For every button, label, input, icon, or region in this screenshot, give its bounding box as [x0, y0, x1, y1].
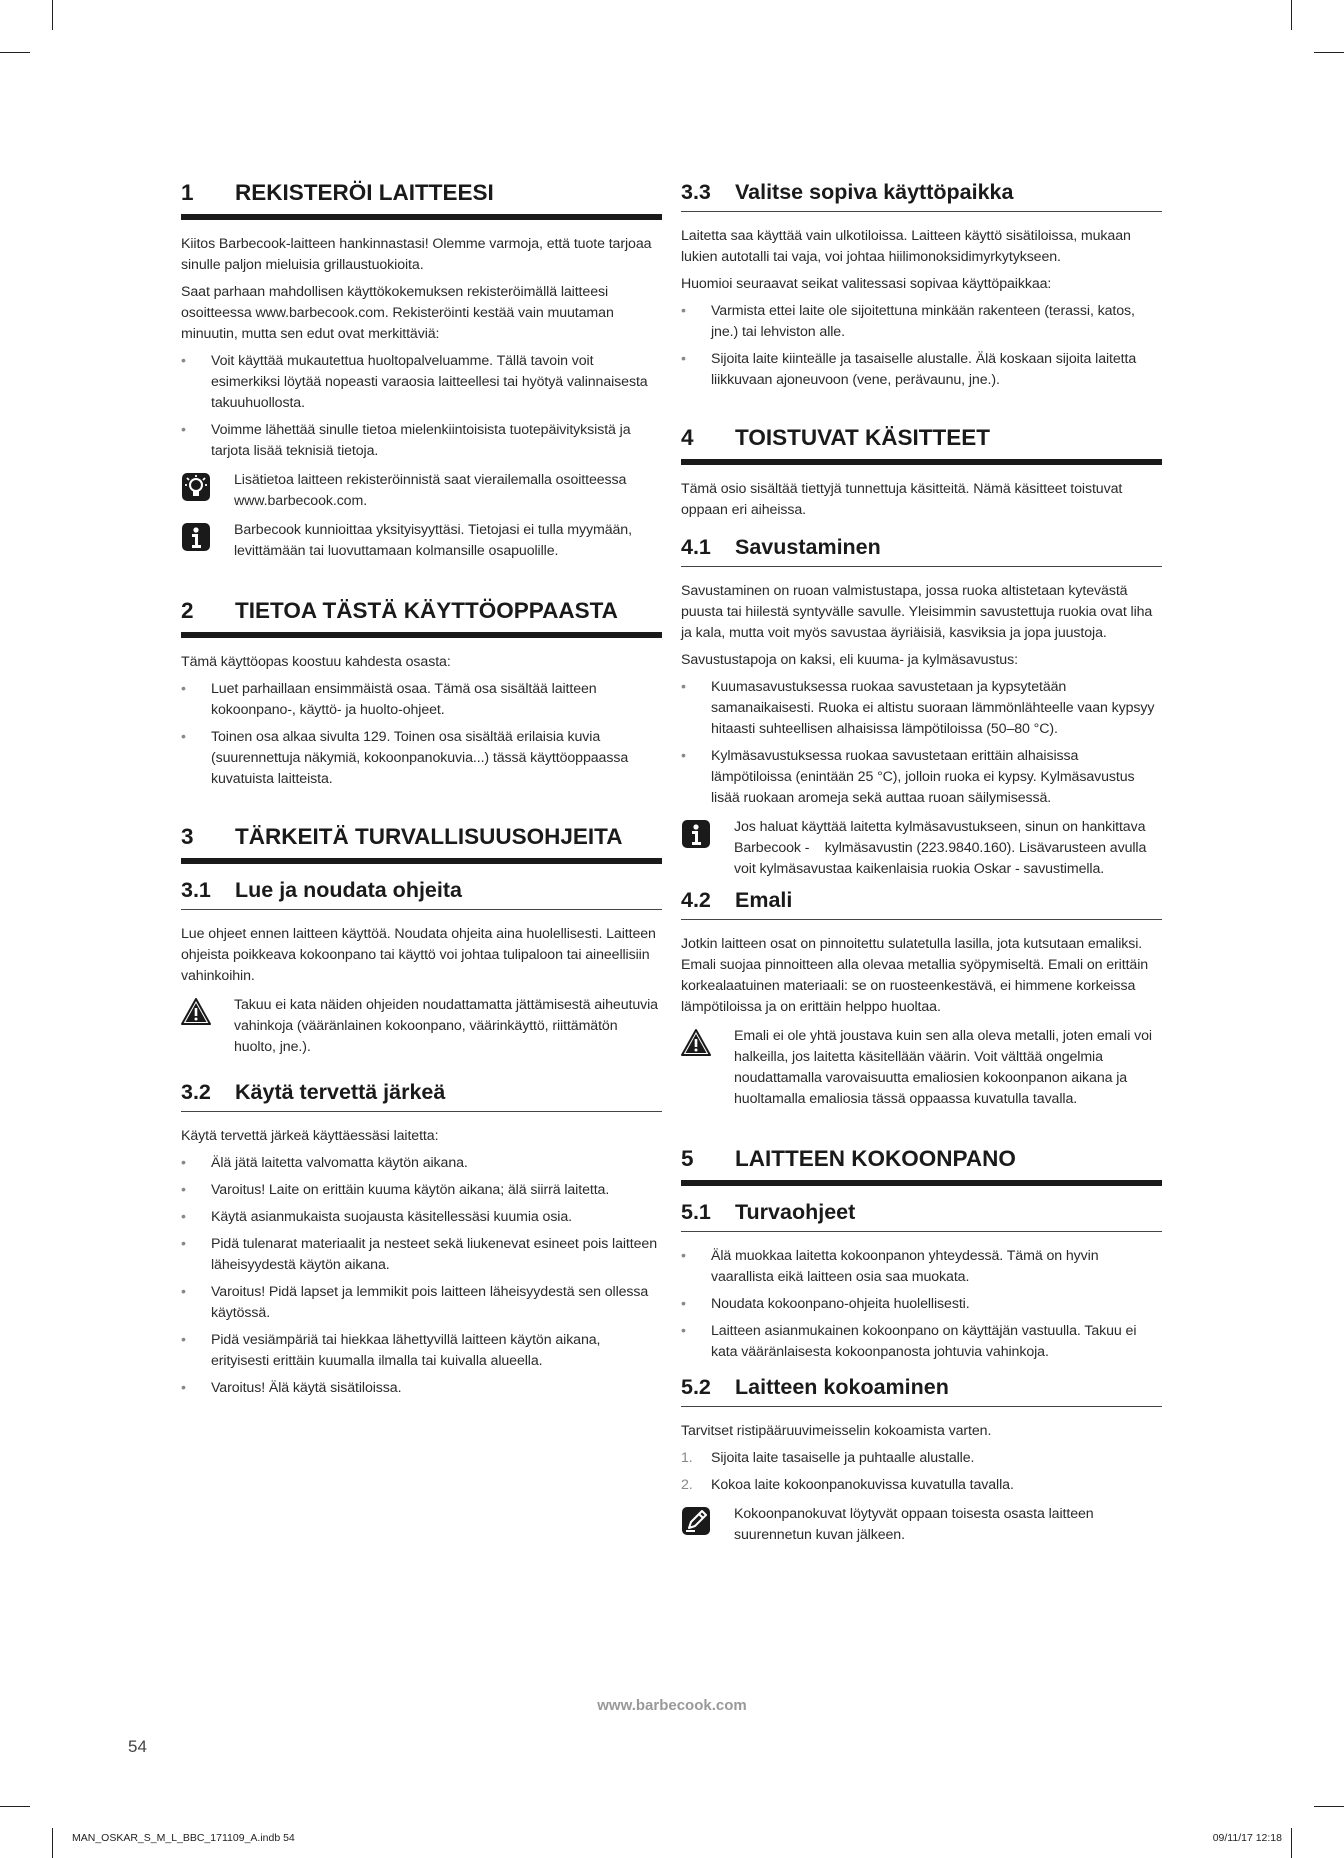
lightbulb-icon: [181, 472, 211, 502]
paragraph: Käytä tervettä järkeä käyttäessäsi laitetta:: [181, 1128, 439, 1144]
page-number: 54: [128, 1737, 147, 1756]
note-text: Lisätietoa laitteen rekisteröinnistä saat vierailemalla osoitteessa www.barbecook.com.: [234, 472, 627, 509]
info-icon: [181, 522, 211, 552]
list-item: • Kuumasavustuksessa ruokaa savustetaan ja kypsytetään samanaikaisesti. Ruoka ei altistu suoraan lämmönlähteelle vaan kypsyy hitaasti suhteellisen alhaisissa lämpötiloissa (50–80 °C).: [681, 679, 1155, 737]
section-title: REKISTERÖI LAITTEESI: [235, 180, 494, 205]
list-item: • Varoitus! Pidä lapset ja lemmikit pois laitteen läheisyydestä sen ollessa käytössä.: [181, 1284, 649, 1321]
crop-mark: [0, 1806, 30, 1807]
right-column: [681, 180, 1162, 1554]
crop-mark: [0, 52, 30, 53]
subsection-heading: [681, 535, 1162, 567]
assembly-note: [681, 1504, 1162, 1546]
section-number: 4: [681, 425, 694, 450]
list-item: • Sijoita laite kiinteälle ja tasaiselle alustalle. Älä koskaan sijoita laitetta liikkuvaan ajoneuvoon (vene, perävaunu, jne.).: [681, 351, 1137, 388]
subsection-title: Valitse sopiva käyttöpaikka: [735, 180, 1014, 204]
list-item: • Älä jätä laitetta valvomatta käytön aikana.: [181, 1155, 468, 1171]
list-item: 2. Kokoa laite kokoonpanokuvissa kuvatulla tavalla.: [681, 1477, 1014, 1493]
list-item: • Laitteen asianmukainen kokoonpano on käyttäjän vastuulla. Takuu ei kata vääränlaisesta kokoonpanosta johtuvia vahinkoja.: [681, 1323, 1137, 1360]
list-item: • Toinen osa alkaa sivulta 129. Toinen osa sisältää erilaisia kuvia (suurennettuja näkymiä, kokoonpanokuvia...) tässä käyttöoppaassa kuvatuista laitteista.: [181, 729, 629, 787]
list-item: • Pidä vesiämpäriä tai hiekkaa lähettyvillä laitteen käytön aikana, erityisesti erittäin kuumalla ilmalla tai kuivalla alueella.: [181, 1332, 601, 1369]
bullet-list: [681, 1246, 1162, 1363]
subsection-number: 4.1: [681, 535, 711, 559]
crop-mark: [1291, 1828, 1292, 1858]
warning-icon: [181, 997, 211, 1027]
pencil-icon: [681, 1506, 711, 1536]
subsection-title: Turvaohjeet: [735, 1200, 856, 1224]
subsection-title: Laitteen kokoaminen: [735, 1375, 949, 1399]
list-item: • Noudata kokoonpano-ohjeita huolellisesti.: [681, 1296, 970, 1312]
section-heading: [681, 1146, 1162, 1186]
paragraph: Laitetta saa käyttää vain ulkotiloissa. Laitteen käyttö sisätiloissa, mukaan lukien autotalli tai vaja, voi johtaa hiilimonoksidimyrkytykseen.: [681, 228, 1131, 265]
paragraph: Kiitos Barbecook-laitteen hankinnastasi! Olemme varmoja, että tuote tarjoaa sinulle paljon mieluisia grillaustuokioita.: [181, 236, 652, 273]
note-text: Kokoonpanokuvat löytyvät oppaan toisesta osasta laitteen suurennetun kuvan jälkeen.: [734, 1506, 1094, 1543]
note-text: Emali ei ole yhtä joustava kuin sen alla oleva metalli, joten emali voi halkeilla, jos laitetta käsitellään väärin. Voit välttää ongelmia noudattamalla varovaisuutta emaliosien kokoonpanon aikana ja huoltamalla emaliosia tässä oppaassa kuvatulla tavalla.: [734, 1028, 1152, 1107]
info-note: [681, 817, 1162, 880]
paragraph: Savustustapoja on kaksi, eli kuuma- ja kylmäsavustus:: [681, 652, 1018, 668]
warning-icon: [681, 1028, 711, 1058]
subsection-heading: [681, 1200, 1162, 1232]
section-number: 3: [181, 824, 194, 849]
section-title: LAITTEEN KOKOONPANO: [735, 1146, 1016, 1171]
subsection-title: Savustaminen: [735, 535, 881, 559]
section-number: 1: [181, 180, 194, 205]
subsection-heading: [181, 878, 662, 910]
subsection-number: 5.1: [681, 1200, 711, 1224]
paragraph: Lue ohjeet ennen laitteen käyttöä. Noudata ohjeita aina huolellisesti. Laitteen ohjeista poikkeava kokoonpano tai käyttö voi johtaa tulipaloon tai aineellisiin vahinkoihin.: [181, 926, 656, 984]
subsection-number: 4.2: [681, 888, 711, 912]
note-text: Takuu ei kata näiden ohjeiden noudattamatta jättämisestä aiheutuvia vahinkoja (vääränlainen kokoonpano, väärinkäyttö, riittämätön huolto, jne.).: [234, 997, 658, 1055]
tip-note: [181, 470, 662, 512]
paragraph: Tarvitset ristipääruuvimeisselin kokoamista varten.: [681, 1423, 992, 1439]
bullet-list: [681, 301, 1162, 391]
section-title: TIETOA TÄSTÄ KÄYTTÖOPPAASTA: [235, 598, 618, 623]
crop-mark: [1314, 1806, 1344, 1807]
subsection-heading: [681, 1375, 1162, 1407]
left-column: [181, 180, 662, 1405]
print-date: 09/11/17 12:18: [1212, 1832, 1282, 1844]
paragraph: Huomioi seuraavat seikat valitessasi sopivaa käyttöpaikkaa:: [681, 276, 1052, 292]
crop-mark: [1291, 0, 1292, 30]
warning-note: [181, 995, 662, 1058]
crop-mark: [52, 0, 53, 30]
bullet-list: [181, 1153, 662, 1399]
bullet-list: [181, 679, 662, 790]
list-item: • Käytä asianmukaista suojausta käsitellessäsi kuumia osia.: [181, 1209, 572, 1225]
list-item: • Pidä tulenarat materiaalit ja nesteet sekä liukenevat esineet pois laitteen läheisyydestä käytön aikana.: [181, 1236, 657, 1273]
warning-note: [681, 1026, 1162, 1110]
list-item: • Varmista ettei laite ole sijoitettuna minkään rakenteen (terassi, katos, jne.) tai lehviston alle.: [681, 303, 1135, 340]
paragraph: Jotkin laitteen osat on pinnoitettu sulatetulla lasilla, jota kutsutaan emaliksi. Emali suojaa pinnoitteen alla olevaa metallia syöpymiseltä. Emali on erittäin korkealaatuinen materiaali: se on ruosteenkestävä, ei himmene korkeissa lämpötiloissa ja on erittäin helppo huoltaa.: [681, 936, 1149, 1015]
subsection-title: Lue ja noudata ohjeita: [235, 878, 462, 902]
subsection-number: 3.1: [181, 878, 211, 902]
subsection-number: 3.3: [681, 180, 711, 204]
paragraph: Saat parhaan mahdollisen käyttökokemuksen rekisteröimällä laitteesi osoitteessa www.barbecook.com. Rekisteröinti kestää vain muutaman minuutin, mutta sen edut ovat merkittäviä:: [181, 284, 614, 342]
section-title: TOISTUVAT KÄSITTEET: [735, 425, 991, 450]
crop-mark: [1314, 52, 1344, 53]
note-text: Barbecook kunnioittaa yksityisyyttäsi. Tietojasi ei tulla myymään, levittämään tai luovuttamaan kolmansille osapuolille.: [234, 522, 632, 559]
paragraph: Savustaminen on ruoan valmistustapa, jossa ruoka altistetaan kytevästä puusta tai hiilestä syntyvälle savulle. Yleisimmin savustettuja ruokia ovat liha ja kala, mutta voit myös savustaa äyriäisiä, kasviksia ja jopa juustoja.: [681, 583, 1153, 641]
list-item: • Varoitus! Älä käytä sisätiloissa.: [181, 1380, 402, 1396]
bullet-list: [181, 351, 662, 462]
note-text: Jos haluat käyttää laitetta kylmäsavustukseen, sinun on hankittava Barbecook - kylmäsavustin (223.9840.160). Lisävarusteen avulla voit kylmäsavustaa kaikenlaisia ruokia Oskar - savustimella.: [734, 819, 1151, 877]
list-item: • Kylmäsavustuksessa ruokaa savustetaan erittäin alhaisissa lämpötiloissa (enintään 25 °C), jolloin ruoka ei kypsy. Kylmäsavustus lisää ruokaan aromeja sekä auttaa ruoan säilymisessä.: [681, 748, 1135, 806]
section-heading: [181, 824, 662, 864]
footer-url: www.barbecook.com: [597, 1697, 747, 1714]
subsection-number: 3.2: [181, 1080, 211, 1104]
paragraph: Tämä osio sisältää tiettyjä tunnettuja käsitteitä. Nämä käsitteet toistuvat oppaan eri aiheissa.: [681, 481, 1123, 518]
list-item: 1. Sijoita laite tasaiselle ja puhtaalle alustalle.: [681, 1450, 975, 1466]
list-item: • Luet parhaillaan ensimmäistä osaa. Tämä osa sisältää laitteen kokoonpano-, käyttö- ja huolto-ohjeet.: [181, 681, 597, 718]
section-number: 2: [181, 598, 194, 623]
subsection-number: 5.2: [681, 1375, 711, 1399]
info-icon: [681, 819, 711, 849]
subsection-heading: [681, 888, 1162, 920]
section-heading: [681, 425, 1162, 465]
list-item: • Voit käyttää mukautettua huoltopalveluamme. Tällä tavoin voit esimerkiksi löytää nopeasti varaosia laitteellesi tai hyötyä valinnaisesta takuuhuollosta.: [181, 353, 648, 411]
crop-mark: [52, 1828, 53, 1858]
subsection-heading: [681, 180, 1162, 212]
subsection-title: Käytä tervettä järkeä: [235, 1080, 446, 1104]
list-item: • Voimme lähettää sinulle tietoa mielenkiintoisista tuotepäivityksistä ja tarjota lisää teknisiä tietoja.: [181, 422, 631, 459]
print-slug: MAN_OSKAR_S_M_L_BBC_171109_A.indb 54: [72, 1832, 295, 1844]
section-heading: [181, 180, 662, 220]
list-item: • Varoitus! Laite on erittäin kuuma käytön aikana; älä siirrä laitetta.: [181, 1182, 610, 1198]
paragraph: Tämä käyttöopas koostuu kahdesta osasta:: [181, 654, 451, 670]
info-note: [181, 520, 662, 562]
subsection-heading: [181, 1080, 662, 1112]
bullet-list: [681, 677, 1162, 809]
section-number: 5: [681, 1146, 694, 1171]
section-heading: [181, 598, 662, 638]
section-title: TÄRKEITÄ TURVALLISUUSOHJEITA: [235, 824, 623, 849]
list-item: • Älä muokkaa laitetta kokoonpanon yhteydessä. Tämä on hyvin vaarallista eikä laitteen osia saa muokata.: [681, 1248, 1099, 1285]
numbered-list: [681, 1448, 1162, 1496]
subsection-title: Emali: [735, 888, 793, 912]
